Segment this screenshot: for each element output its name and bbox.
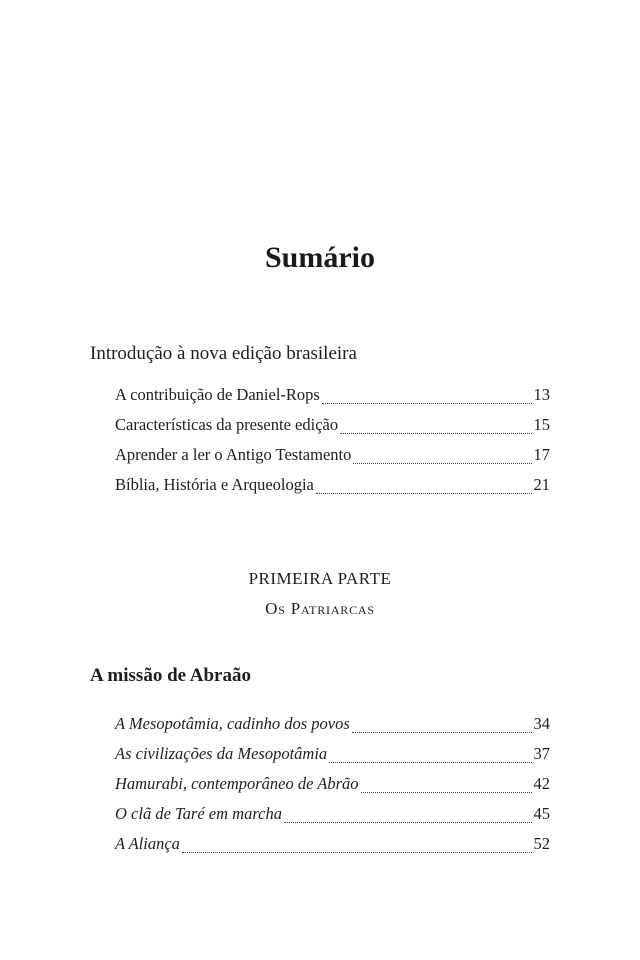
toc-entry[interactable] [115, 380, 550, 410]
toc-entry-title: Características da presente edição [115, 415, 339, 434]
dot-leader [340, 433, 531, 434]
toc-entry[interactable] [115, 470, 550, 500]
toc-entry-page: 52 [533, 834, 550, 853]
dot-leader [284, 822, 532, 823]
toc-entry-title: Bíblia, História e Arqueologia [115, 475, 314, 494]
chapter-heading: A missão de Abraão [90, 665, 251, 686]
dot-leader [329, 762, 531, 763]
toc-entry-title: Aprender a ler o Antigo Testamento [115, 445, 352, 464]
toc-entry-title: A Aliança [115, 834, 180, 853]
part-number: PRIMEIRA PARTE [248, 569, 392, 588]
toc-entry[interactable] [115, 769, 550, 799]
dot-leader [316, 493, 532, 494]
toc-entry-title: A contribuição de Daniel-Rops [115, 385, 320, 404]
toc-entry[interactable] [115, 739, 550, 769]
dot-leader [322, 403, 532, 404]
toc-entry[interactable] [115, 829, 550, 859]
toc-list-introduction [115, 380, 550, 500]
toc-entry-page: 45 [533, 804, 550, 823]
part-name: Os Patriarcas [265, 599, 375, 618]
toc-entry-title: Hamurabi, contemporâneo de Abrão [115, 774, 359, 793]
toc-list-chapter [115, 709, 550, 859]
dot-leader [352, 732, 532, 733]
dot-leader [361, 792, 532, 793]
toc-entry-title: A Mesopotâmia, cadinho dos povos [115, 714, 350, 733]
toc-entry-page: 42 [533, 774, 550, 793]
toc-entry-page: 37 [533, 744, 550, 763]
toc-entry-page: 15 [533, 415, 550, 434]
toc-entry[interactable] [115, 799, 550, 829]
dot-leader [353, 463, 531, 464]
toc-entry-page: 17 [533, 445, 550, 464]
toc-entry[interactable] [115, 709, 550, 739]
section-heading-introduction: Introdução à nova edição brasileira [90, 343, 357, 364]
toc-entry-page: 34 [533, 714, 550, 733]
toc-entry-title: O clã de Taré em marcha [115, 804, 282, 823]
toc-entry-title: As civilizações da Mesopotâmia [115, 744, 328, 763]
dot-leader [182, 852, 532, 853]
toc-entry-page: 13 [533, 385, 550, 404]
toc-entry[interactable] [115, 440, 550, 470]
toc-entry[interactable] [115, 410, 550, 440]
toc-entry-page: 21 [533, 475, 550, 494]
page-title: Sumário [264, 241, 375, 275]
